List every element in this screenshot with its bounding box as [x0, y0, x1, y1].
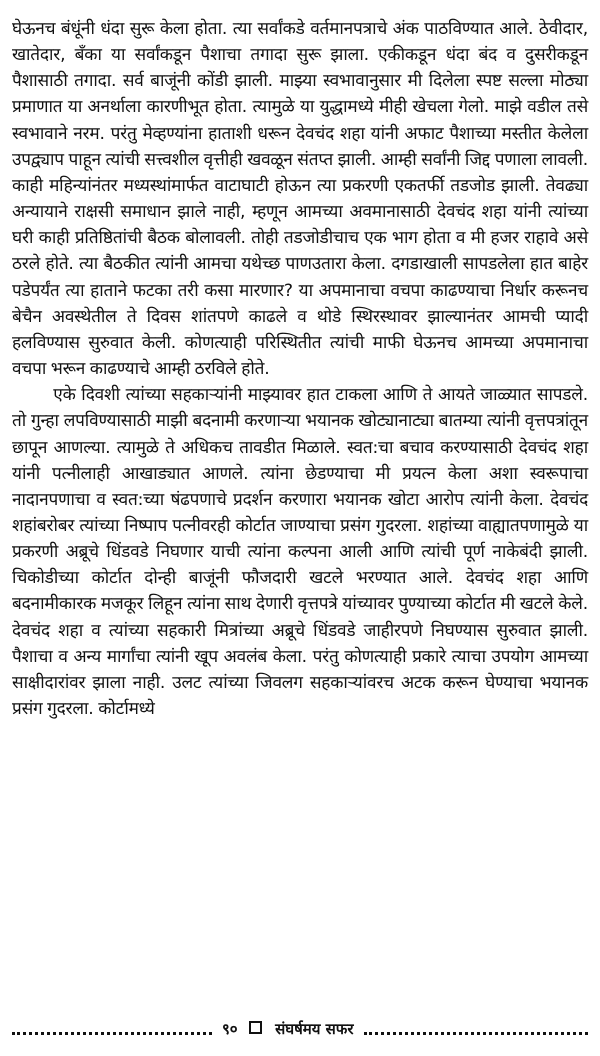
footer-dotted-rule-right	[364, 1030, 589, 1035]
hollow-square-icon	[249, 1021, 262, 1034]
body-text	[12, 16, 588, 722]
paragraph-1: घेऊनच बंधूंनी धंदा सुरू केला होता. त्या सर्वांकडे वर्तमानपत्राचे अंक पाठविण्यात आले. ठेवीदार, खातेदार, बँका या सर्वांकडून पैशाचा तगादा सुरू झाला. एकीकडून धंदा बंद व दुसरीकडून पैशासाठी तगादा. सर्व बाजूंनी कोंडी झाली. माझ्या स्वभावानुसार मी दिलेला स्पष्ट सल्ला मोठ्या प्रमाणात या अनर्थाला कारणीभूत होता. त्यामुळे या युद्धामध्ये मीही खेचला गेलो. माझे वडील तसे स्वभावाने नरम. परंतु मेव्हण्यांना हाताशी धरून देवचंद शहा यांनी अफाट पैशाच्या मस्तीत केलेला उपद्व्याप पाहून त्यांची सत्त्वशील वृत्तीही खवळून संतप्त झाली. आम्ही सर्वांनी जिद्द पणाला लावली. काही महिन्यांनंतर मध्यस्थांमार्फत वाटाघाटी होऊन त्या प्रकरणी एकतर्फी तडजोड झाली. तेवढ्या अन्यायाने राक्षसी समाधान झाले नाही, म्हणून आमच्या अवमानासाठी देवचंद शहा यांनी त्यांच्या घरी काही प्रतिष्ठितांची बैठक बोलावली. तोही तडजोडीचाच एक भाग होता व मी हजर राहावे असे ठरले होते. त्या बैठकीत त्यांनी आमचा यथेच्छ पाणउतारा केला. दगडाखाली सापडलेला हात बाहेर पडेपर्यंत त्या हाताने फटका तरी कसा मारणार? या अपमानाचा वचपा काढण्याचा निर्धार करूनच बेचैन अवस्थेतील ते दिवस शांतपणे काढले व थोडे स्थिरस्थावर झाल्यानंतर आमची प्यादी हलविण्यास सुरुवात केली. कोणत्याही परिस्थितीत त्यांची माफी घेऊनच आमच्या अपमानाचा वचपा भरून काढण्याचे आम्ही ठरविले होते.	[12, 19, 588, 380]
paragraph-2: एके दिवशी त्यांच्या सहकाऱ्यांनी माझ्यावर हात टाकला आणि ते आयते जाळ्यात सापडले. तो गुन्हा लपविण्यासाठी माझी बदनामी करणाऱ्या भयानक खोट्यानाट्या बातम्या त्यांनी वृत्तपत्रांतून छापून आणल्या. त्यामुळे ते अधिकच तावडीत मिळाले. स्वत:चा बचाव करण्यासाठी देवचंद शहा यांनी पत्नीलाही आखाड्यात आणले. त्यांना छेडण्याचा मी प्रयत्न केला अशा स्वरूपाचा नादानपणाचा व स्वत:च्या षंढपणाचे प्रदर्शन करणारा भयानक खोटा आरोप त्यांनी केला. देवचंद शहांबरोबर त्यांच्या निष्पाप पत्नीवरही कोर्टात जाण्याचा प्रसंग गुदरला. शहांच्या वाह्यातपणामुळे या प्रकरणी अब्रूचे धिंडवडे निघणार याची त्यांना कल्पना आली आणि त्यांची पूर्ण नाकेबंदी झाली. चिकोडीच्या कोर्टात दोन्ही बाजूंनी फौजदारी खटले भरण्यात आले. देवचंद शहा आणि बदनामीकारक मजकूर लिहून त्यांना साथ देणारी वृत्तपत्रे यांच्यावर पुण्याच्या कोर्टात मी खटले केले. देवचंद शहा व त्यांच्या सहकारी मित्रांच्या अब्रूचे धिंडवडे जाहीरपणे निघण्यास सुरुवात झाली. पैशाचा व अन्य मार्गांचा त्यांनी खूप अवलंब केला. परंतु कोणत्याही प्रकारे त्याचा उपयोग आमच्या साक्षीदारांवर झाला नाही. उलट त्यांच्या जिवलग सहकाऱ्यांवरच अटक करून घेण्याचा भयानक प्रसंग गुदरला. कोर्टामध्ये	[12, 385, 588, 720]
page-footer	[12, 1016, 588, 1042]
book-title: संघर्षमय सफर	[275, 1020, 354, 1038]
page-number: ९०	[222, 1020, 238, 1038]
footer-label	[222, 1019, 354, 1039]
footer-dotted-rule-left	[12, 1030, 212, 1035]
